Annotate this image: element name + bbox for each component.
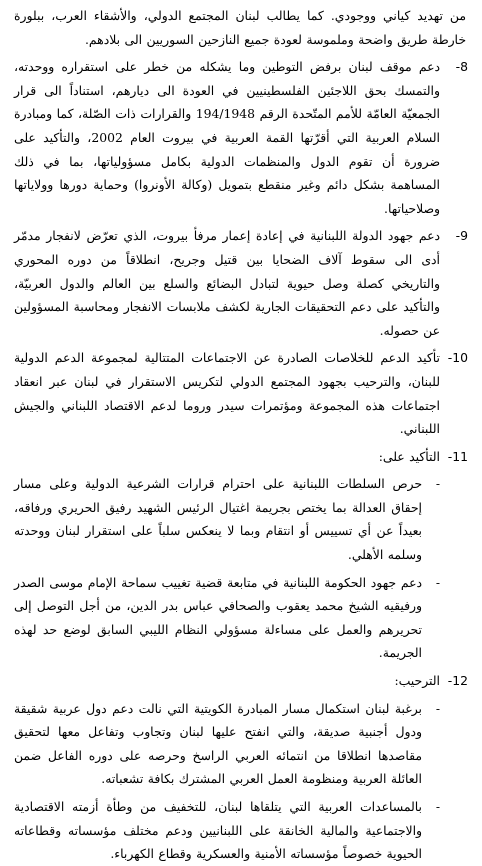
list-item-12: [14, 669, 468, 866]
list-item-9: [14, 224, 468, 342]
item-number: -10: [447, 350, 468, 366]
sub-item: [14, 571, 440, 665]
dash-bullet: -: [435, 476, 440, 492]
item-number: -11: [447, 448, 468, 464]
sub-item-text: حرص السلطات اللبنانية على احترام قرارات الشرعية الدولية وعلى مسار إحقاق العدالة بما يختص بجريمة اغتيال الرئيس الشهيد رفيق الحريري ورفاقه، بعيداً عن أي تسييس أو انتقام وبما لا ينعكس سلباً على استقرار لبنان ووحدته وسلمه الأهلي.: [14, 476, 422, 563]
dash-bullet: -: [435, 700, 440, 716]
item-number: -9: [455, 228, 468, 244]
item-number: -12: [447, 673, 468, 689]
list-item-8: [14, 55, 468, 220]
sub-item-text: برغبة لبنان استكمال مسار المبادرة الكويتية التي نالت دعم دول عربية شقيقة ودول أجنبية صديقة، والتي انفتح عليها لبنان وتجاوب وتفاعل معها لتحقيق مقاصدها انطلاقا من انتمائه العربي الراسخ وحرصه على دوره الفاعل ضمن العائلة العربية ومنظومة العمل العربي المشترك بكافة تشعباته.: [14, 700, 422, 787]
item-text: دعم جهود الدولة اللبنانية في إعادة إعمار مرفأ بيروت، الذي تعرّض لانفجار مدمّر أدى الى سقوط آلاف الضحايا بين قتيل وجريح، انطلاقاً من دوره المحوري والتاريخي كصلة وصل حيوية لتبادل البضائع والسلع بين العالم والدول العربيّة، والتأكيد على دعم التحقيقات الجارية لكشف ملابسات الانفجار ومحاسبة المسؤولين عن حصوله.: [14, 228, 440, 338]
sub-item: [14, 795, 440, 866]
sub-item: [14, 697, 440, 791]
dash-bullet: -: [435, 574, 440, 590]
item-heading: التأكيد على:: [378, 448, 440, 464]
sub-item-text: دعم جهود الحكومة اللبنانية في متابعة قضية تغييب سماحة الإمام موسى الصدر ورفيقيه الشيخ محمد يعقوب والصحافي عباس بدر الدين، من أجل التوصل إلى تحريرهم والعمل على مساءلة مسؤولي النظام الليبي السابق لوضع حد لهذه الجريمة.: [14, 574, 422, 661]
dash-bullet: -: [435, 799, 440, 814]
item-number: -8: [455, 59, 468, 75]
list-item-10: [14, 346, 468, 440]
sub-item-text: بالمساعدات العربية التي يتلقاها لبنان، للتخفيف من وطأة أزمته الاقتصادية والاجتماعية والمالية الخانقة على اللبنانيين ودعم مختلف مؤسساته وقطاعاته الحيوية خصوصاً مؤسساته الأمنية والعسكرية وقطاع الكهرباء.: [14, 799, 422, 862]
item-heading: الترحيب:: [394, 673, 440, 689]
item-text: دعم موقف لبنان برفض التوطين وما يشكله من خطر على استقراره ووحدته، والتمسك بحق اللاجئين الفلسطينيين في العودة الى ديارهم، استناداً الى قرار الجمعيّة العامّة للأمم المتّحدة الرقم 194/1948 والقرارات ذات الصّلة، كما ومبادرة السلام العربية التي أقرّتها القمة العربية في بيروت العام 2002، والتأكيد على ضرورة أن تقوم الدول والمنظمات الدولية بكامل مسؤولياتها، بما في ذلك المساهمة بشكل دائم وغير منقطع بتمويل (وكالة الأونروا) وحماية دورها وولاياتها وصلاحياتها.: [14, 59, 440, 216]
sub-item: [14, 472, 440, 566]
intro-paragraph: من تهديد كياني ووجودي. كما يطالب لبنان المجتمع الدولي، والأشقاء العرب، ببلورة خارطة طريق واضحة وملموسة لعودة جميع النازحين السوريين الى بلادهم.: [14, 8, 466, 47]
item-text: تأكيد الدعم للخلاصات الصادرة عن الاجتماعات المتتالية لمجموعة الدعم الدولية للبنان، والترحيب بجهود المجتمع الدولي لتكريس الاستقرار في لبنان عبر انعقاد اجتماعات هذه المجموعة ومؤتمرات سيدر وروما لدعم الاقتصاد اللبناني والجيش اللبناني.: [14, 350, 440, 437]
list-item-11: [14, 445, 468, 665]
